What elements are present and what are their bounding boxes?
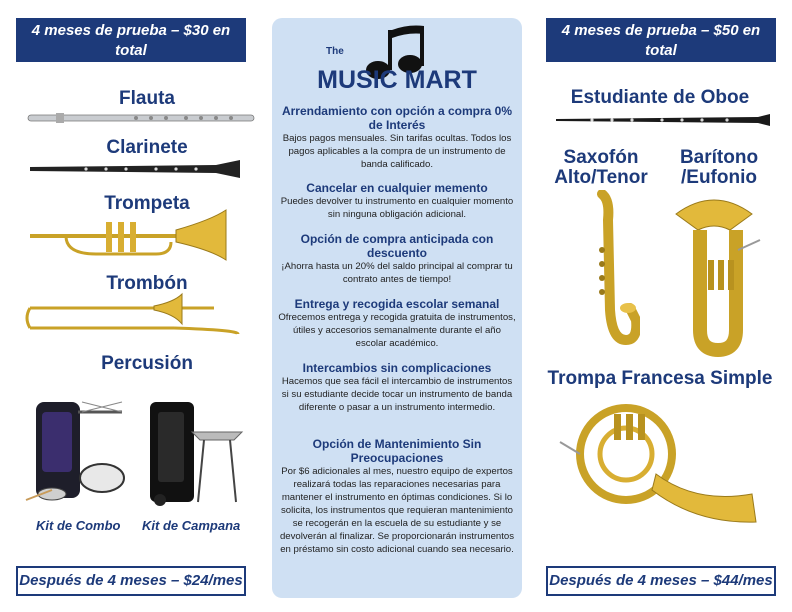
section-delivery — [278, 297, 516, 350]
section-cancel-heading: Cancelar en cualquier memento — [306, 181, 488, 195]
section-maintenance — [278, 437, 516, 556]
baritone-image — [668, 190, 764, 358]
music-mart-logo — [272, 22, 522, 94]
clarinet-label: Clarinete — [106, 137, 188, 158]
section-maintenance-heading: Opción de Mantenimiento Sin Preocupaciones — [312, 437, 482, 465]
oboe-image — [552, 110, 774, 130]
section-cancel — [278, 181, 516, 221]
logo-brand: MUSIC MART — [317, 66, 477, 94]
baritone-label: Barítono /Eufonio — [679, 147, 759, 188]
section-delivery-heading: Entrega y recogida escolar semanal — [294, 297, 500, 311]
trumpet-image — [26, 206, 232, 262]
section-lease — [278, 104, 516, 171]
section-early-purchase — [278, 232, 516, 286]
section-lease-heading: Arrendamiento con opción a compra 0% de Interés — [281, 104, 513, 132]
left-after-price: Después de 4 meses – $24/mes — [16, 566, 246, 596]
section-exchange-body: Hacemos que sea fácil el intercambio de instrumentos si su estudiante decide tocar un instrumento de banda diferente o pasar a un instrumento intermedio. — [281, 376, 513, 413]
bell-kit-image — [144, 392, 244, 508]
section-lease-body: Bajos pagos mensuales. Sin tarifas ocultas. Todos los pagos aplicables a la compra de un instrumento de banda calificado. — [282, 133, 512, 170]
percussion-label: Percusión — [101, 353, 193, 374]
right-after-price: Después de 4 meses – $44/mes — [546, 566, 776, 596]
combo-kit-label: Kit de Combo — [36, 518, 121, 533]
section-delivery-body: Ofrecemos entrega y recogida gratuita de instrumentos, útiles y accesorios semanalmente durante el año escolar académico. — [278, 312, 516, 349]
section-early-purchase-body: ¡Ahorra hasta un 20% del saldo principal al comprar tu contrato antes de tiempo! — [281, 261, 513, 285]
center-panel — [272, 18, 522, 598]
combo-kit-image — [22, 382, 134, 508]
left-banner-line1: 4 meses de prueba – $30 en total — [31, 22, 231, 59]
trumpet-label: Trompeta — [104, 193, 190, 214]
left-price-banner — [16, 18, 246, 74]
flute-image — [26, 110, 258, 126]
logo-the: The — [326, 46, 344, 57]
oboe-label: Estudiante de Oboe — [570, 87, 750, 108]
section-early-purchase-heading: Opción de compra anticipada con descuento — [300, 232, 494, 260]
flute-label: Flauta — [119, 88, 175, 109]
french-horn-image — [556, 394, 766, 524]
section-cancel-body: Puedes devolver tu instrumento en cualquier momento sin ninguna obligación adicional. — [280, 196, 514, 220]
french-horn-label: Trompa Francesa Simple — [547, 368, 773, 389]
clarinet-image — [26, 158, 244, 180]
bell-kit-label: Kit de Campana — [142, 518, 241, 533]
left-banner-line2: con mantenimiento GRATIS incluido — [36, 62, 226, 74]
right-banner-line1: 4 meses de prueba – $50 en total — [561, 22, 761, 59]
saxophone-label: Saxofón Alto/Tenor — [554, 147, 648, 188]
section-maintenance-body: Por $6 adicionales al mes, nuestro equipo de expertos realizará todas las reparaciones necesarias para mantener el instrumento en óptimas condiciones. Si lo solicita, los instrumentos que requieran mantenimiento se recogerán en la escuela de su estudiante y se devolverán al finalizar. Se proporcionarán instrumentos en préstamo sin costo adicional cuando sea necesario. — [279, 466, 515, 555]
trombone-image — [24, 292, 242, 342]
right-price-banner — [546, 18, 776, 74]
section-exchange-heading: Intercambios sin complicaciones — [302, 361, 492, 375]
saxophone-image — [580, 190, 640, 350]
right-banner-line2: con mantenimiento GRATIS incluido — [566, 62, 756, 74]
trombone-label: Trombón — [106, 273, 188, 294]
section-exchange — [278, 361, 516, 414]
